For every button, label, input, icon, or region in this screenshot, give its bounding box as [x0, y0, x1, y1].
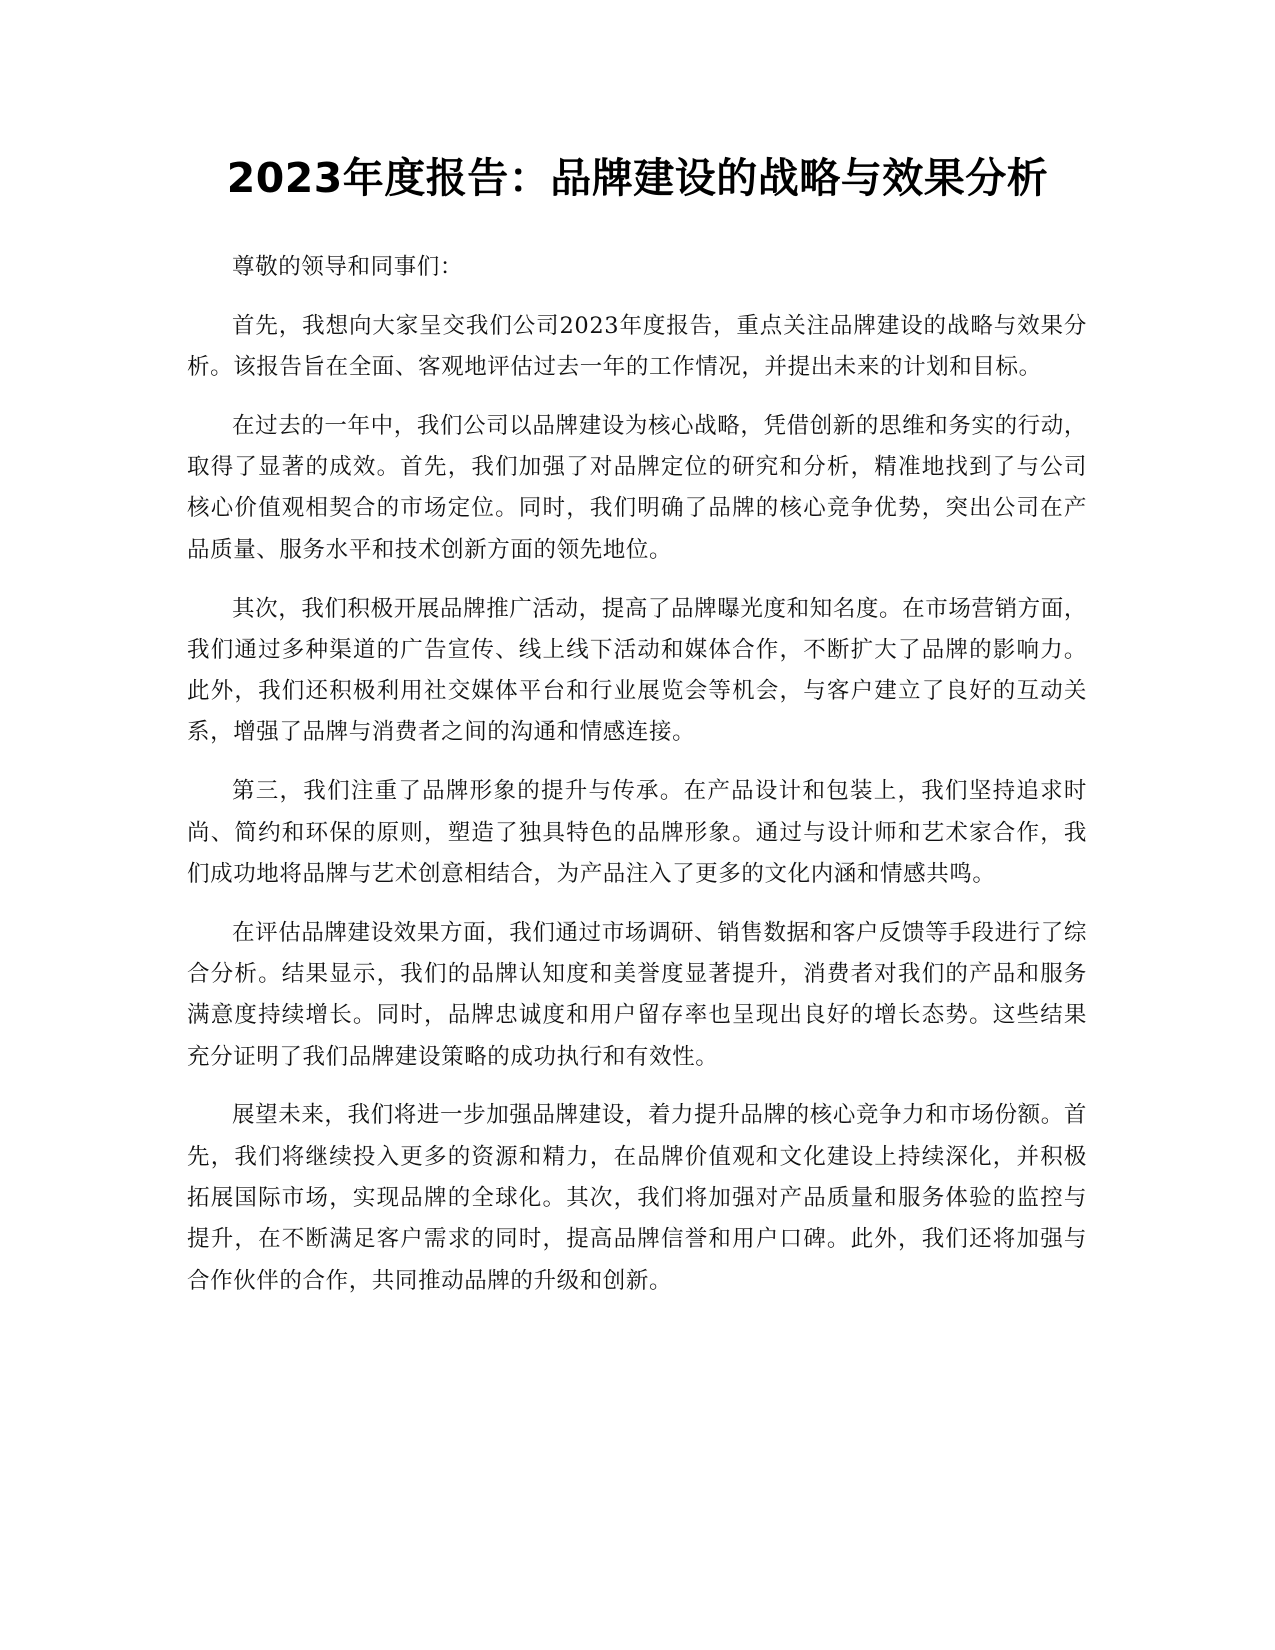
body-paragraph: 在过去的一年中，我们公司以品牌建设为核心战略，凭借创新的思维和务实的行动，取得了显著的成效。首先，我们加强了对品牌定位的研究和分析，精准地找到了与公司核心价值观相契合的市场定位。同时，我们明确了品牌的核心竞争优势，突出公司在产品质量、服务水平和技术创新方面的领先地位。: [187, 412, 1087, 563]
body-paragraph: 展望未来，我们将进一步加强品牌建设，着力提升品牌的核心竞争力和市场份额。首先，我们将继续投入更多的资源和精力，在品牌价值观和文化建设上持续深化，并积极拓展国际市场，实现品牌的全球化。其次，我们将加强对产品质量和服务体验的监控与提升，在不断满足客户需求的同时，提高品牌信誉和用户口碑。此外，我们还将加强与合作伙伴的合作，共同推动品牌的升级和创新。: [187, 1102, 1087, 1294]
body-paragraph: 其次，我们积极开展品牌推广活动，提高了品牌曝光度和知名度。在市场营销方面，我们通过多种渠道的广告宣传、线上线下活动和媒体合作，不断扩大了品牌的影响力。此外，我们还积极利用社交媒体平台和行业展览会等机会，与客户建立了良好的互动关系，增强了品牌与消费者之间的沟通和情感连接。: [187, 595, 1087, 746]
greeting-paragraph: 尊敬的领导和同事们：: [232, 254, 464, 280]
body-paragraph: 第三，我们注重了品牌形象的提升与传承。在产品设计和包装上，我们坚持追求时尚、简约和环保的原则，塑造了独具特色的品牌形象。通过与设计师和艺术家合作，我们成功地将品牌与艺术创意相结合，为产品注入了更多的文化内涵和情感共鸣。: [187, 778, 1087, 887]
document-title: 2023年度报告：品牌建设的战略与效果分析: [226, 154, 1049, 202]
document-body: [187, 247, 1087, 1319]
body-paragraph: 首先，我想向大家呈交我们公司2023年度报告，重点关注品牌建设的战略与效果分析。该报告旨在全面、客观地评估过去一年的工作情况，并提出未来的计划和目标。: [187, 312, 1087, 381]
body-paragraph: 在评估品牌建设效果方面，我们通过市场调研、销售数据和客户反馈等手段进行了综合分析。结果显示，我们的品牌认知度和美誉度显著提升，消费者对我们的产品和服务满意度持续增长。同时，品牌忠诚度和用户留存率也呈现出良好的增长态势。这些结果充分证明了我们品牌建设策略的成功执行和有效性。: [187, 919, 1087, 1070]
